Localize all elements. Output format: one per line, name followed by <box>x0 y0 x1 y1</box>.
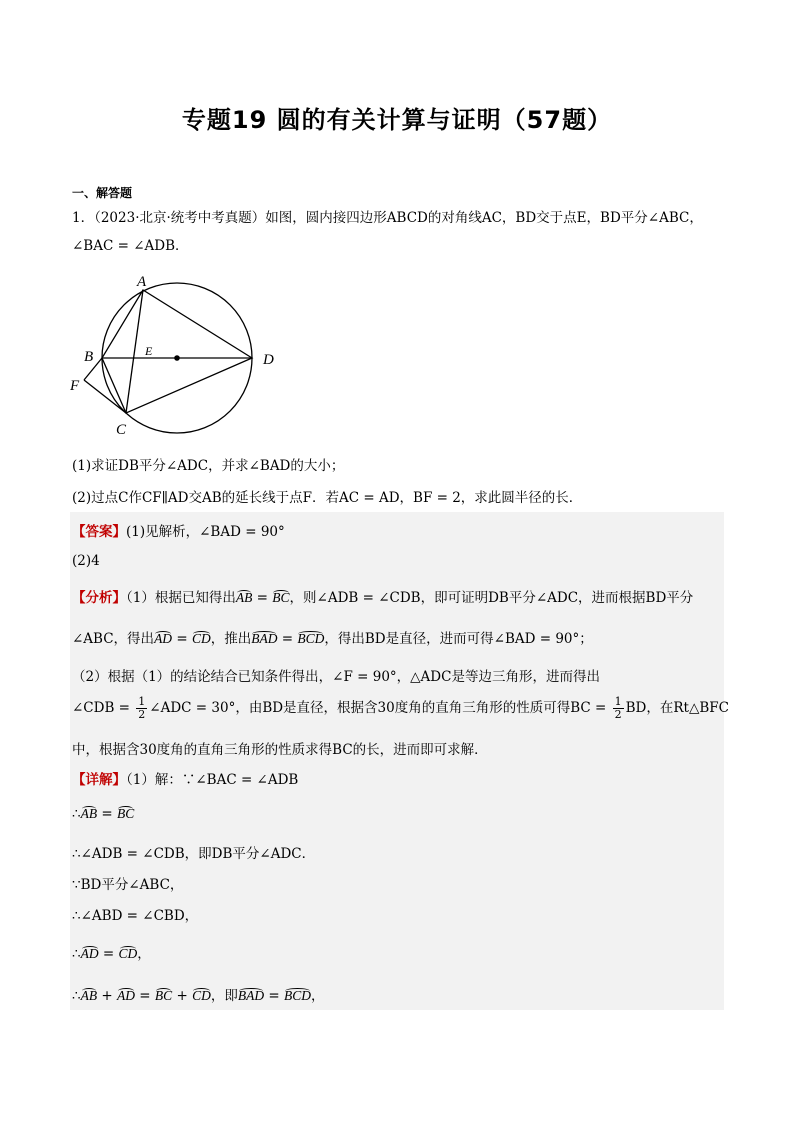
answer-1: (1)见解析，∠BAD = 90° <box>126 524 285 540</box>
detail-line-2: ∴AB = BC <box>72 806 135 822</box>
label-a: A <box>137 274 147 290</box>
arc-label: BC <box>154 988 173 1003</box>
geometry-figure <box>70 268 290 443</box>
detail-line-5: ∴∠ABD = ∠CBD， <box>72 908 199 924</box>
arc-label: BCD <box>284 988 311 1003</box>
analysis-line-5: 中，根据含30度角的直角三角形的性质求得BC的长，进而即可求解． <box>72 742 488 758</box>
arc-label: AD <box>80 946 99 961</box>
segment-fc <box>84 380 126 413</box>
section-heading: 一、解答题 <box>72 186 133 200</box>
detail-tag: 【详解】 <box>72 772 126 788</box>
label-b: B <box>84 349 94 365</box>
question-part-1: (1)求证DB平分∠ADC，并求∠BAD的大小； <box>72 458 345 474</box>
page-title: 专题19 圆的有关计算与证明（57题） <box>181 106 613 134</box>
question-line-1: 1．（2023·北京·统考中考真题）如图，圆内接四边形ABCD的对角线AC，BD交于点E，BD平分∠ABC， <box>72 210 703 226</box>
diagonal-ac <box>126 290 143 413</box>
quadrilateral-abcd <box>102 290 252 413</box>
arc-label: AB <box>80 806 98 821</box>
fraction: $\frac{1}{2}$ <box>614 695 622 721</box>
fraction: $\frac{1}{2}$ <box>138 695 146 721</box>
analysis-line-3: （2）根据（1）的结论结合已知条件得出，∠F = 90°，△ADC是等边三角形，进而得出 <box>72 669 600 685</box>
arc-label: CD <box>192 988 211 1003</box>
analysis-line-4: ∠CDB = $\frac{1}{2}$ ∠ADC = 30°，由BD是直径，根据含30度角的直角三角形的性质可得BC = $\frac{1}{2}$ BD，在Rt△BFC <box>72 695 729 721</box>
label-d: D <box>263 352 274 368</box>
arc-label: CD <box>191 631 211 646</box>
arc-label: AD <box>117 988 135 1003</box>
arc-label: AB <box>235 590 253 605</box>
center-point <box>174 355 180 361</box>
label-f: F <box>70 378 80 394</box>
analysis-line-1: 【分析】（1）根据已知得出AB = BC，则∠ADB = ∠CDB，即可证明DB平分∠ADC，进而根据BD平分 <box>72 590 694 606</box>
arc-label: BAD <box>237 988 265 1003</box>
arc-label: AD <box>154 631 173 646</box>
label-c: C <box>116 422 127 438</box>
answer-line-1 <box>72 520 722 540</box>
arc-label: BAD <box>251 631 278 646</box>
arc-label: CD <box>118 946 138 961</box>
arc-label: BC <box>117 806 135 821</box>
detail-line-4: ∵BD平分∠ABC， <box>72 877 184 893</box>
detail-line-7: ∴AB + AD = BC + CD，即BAD = BCD， <box>72 988 325 1004</box>
detail-line-6: ∴AD = CD， <box>72 946 151 962</box>
question-part-2: (2)过点C作CF∥AD交AB的延长线于点F．若AC = AD，BF = 2，求此圆半径的长． <box>72 490 583 506</box>
arc-label: BC <box>272 590 290 605</box>
question-line-2: ∠BAC = ∠ADB． <box>72 238 189 254</box>
detail-line-3: ∴∠ADB = ∠CDB，即DB平分∠ADC． <box>72 846 316 862</box>
answer-tag: 【答案】 <box>72 524 126 540</box>
answer-line-2: (2)4 <box>72 553 100 569</box>
detail-line-1: 【详解】（1）解：∵∠BAC = ∠ADB <box>72 772 299 788</box>
analysis-line-2: ∠ABC，得出AD = CD，推出BAD = BCD，得出BD是直径，进而可得∠BAD = 90°； <box>72 631 593 647</box>
label-e: E <box>145 344 153 358</box>
arc-label: AB <box>80 988 98 1003</box>
arc-label: BCD <box>297 631 325 646</box>
analysis-tag: 【分析】 <box>72 590 126 606</box>
